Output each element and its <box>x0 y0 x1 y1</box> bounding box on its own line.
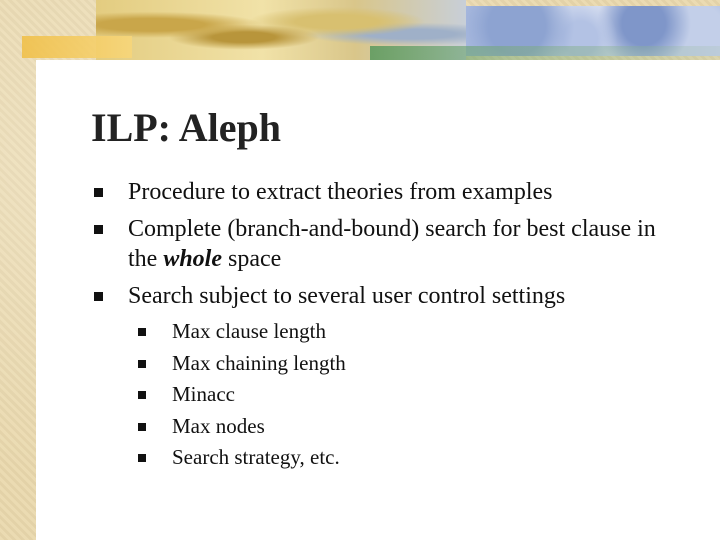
bullet-text: Procedure to extract theories from examples <box>128 179 553 205</box>
accent-strip <box>370 46 720 60</box>
bullet-item <box>91 177 691 207</box>
slide-title: ILP: Aleph <box>91 105 282 150</box>
sub-bullet-list <box>135 316 635 474</box>
accent-bar <box>22 36 132 58</box>
bullet-item <box>91 281 691 311</box>
bullet-text: Search subject to several user control settings <box>128 283 566 309</box>
sub-bullet-item: Max chaining length <box>135 348 635 380</box>
sub-bullet-item: Minacc <box>135 379 635 411</box>
sub-bullet-item: Search strategy, etc. <box>135 442 635 474</box>
bullet-text: space <box>222 246 282 272</box>
bullet-text: Complete (branch-and-bound) search for best clause in the <box>128 216 656 272</box>
bullet-item <box>91 214 691 274</box>
bullet-list <box>91 177 691 311</box>
emphasized-word: whole <box>163 246 223 272</box>
sub-bullet-item: Max clause length <box>135 316 635 348</box>
sub-bullet-item: Max nodes <box>135 411 635 443</box>
